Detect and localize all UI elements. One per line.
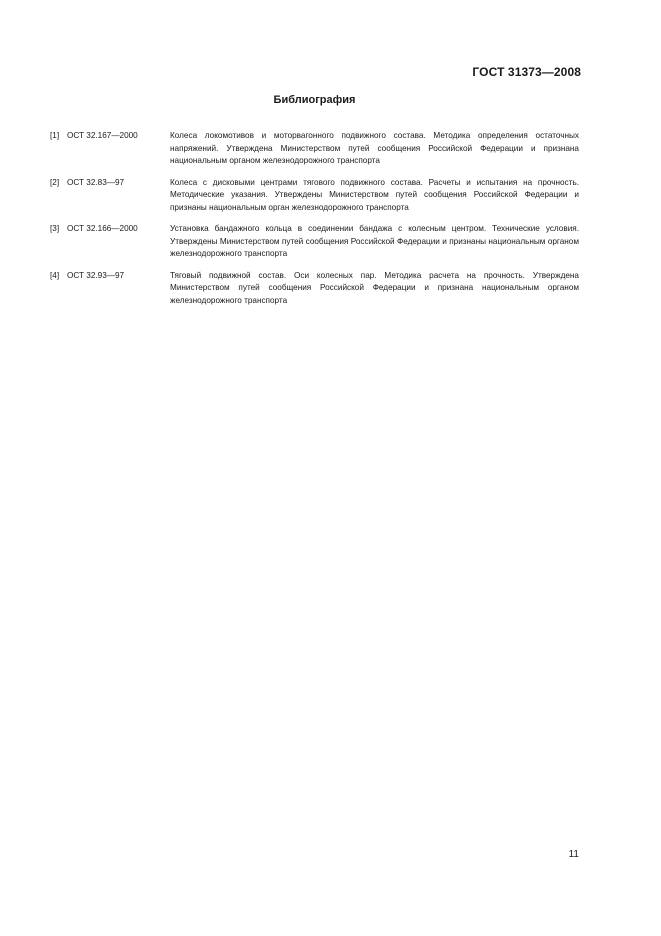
- bibliography-list: [50, 130, 579, 316]
- entry-number: [2]: [50, 177, 60, 187]
- entry-standard-code: ОСТ 32.166—2000: [67, 224, 138, 233]
- document-code-header: ГОСТ 31373—2008: [472, 65, 581, 79]
- page-number: 11: [568, 849, 579, 860]
- bibliography-entry: [50, 223, 579, 261]
- bibliography-entry: [50, 270, 579, 308]
- entry-standard-code: ОСТ 32.93—97: [67, 270, 125, 280]
- entry-number: [3]: [50, 224, 60, 233]
- entry-description: Колеса локомотивов и моторвагонного подвижного состава. Методика определения остаточных напряжений. Утверждена Министерством путей сообщения Российской Федерации и признана национальным органом железнодорожного транспорта: [170, 131, 579, 165]
- entry-description: Установка бандажного кольца в соединении бандажа с колесным центром. Технические условия. Утверждены Министерством путей сообщения Российской Федерации и признаны национальным органом железнодорожного транспорта: [170, 224, 579, 258]
- entry-number: [1]: [50, 131, 60, 140]
- bibliography-entry: [50, 130, 579, 168]
- section-title: Библиография: [273, 94, 356, 106]
- entry-standard-code: ОСТ 32.167—2000: [67, 131, 138, 140]
- entry-description: Колеса с дисковыми центрами тягового подвижного состава. Расчеты и испытания на прочность. Методические указания. Утверждены Министерством путей сообщения Российской Федерации и признаны национальным орган железнодорожного транспорта: [170, 177, 579, 212]
- entry-number: [4]: [50, 270, 60, 280]
- entry-standard-code: ОСТ 32.83—97: [67, 177, 125, 187]
- entry-description: Тяговый подвижной состав. Оси колесных пар. Методика расчета на прочность. Утверждена Министерством путей сообщения Российской Федерации и признана национальным органом железнодорожного транспорта: [170, 270, 579, 305]
- bibliography-entry: [50, 177, 579, 215]
